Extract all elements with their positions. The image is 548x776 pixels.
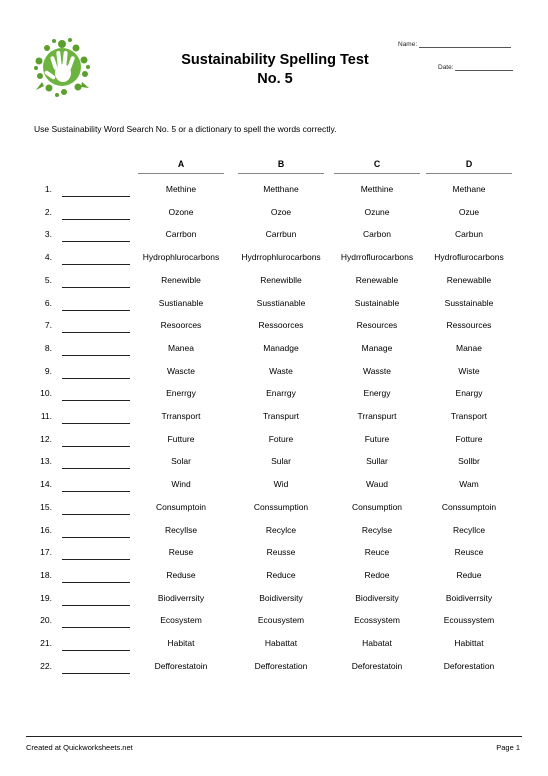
option-b: Sular [271, 456, 291, 467]
question-number: 4. [44, 252, 52, 263]
option-c: Recylse [361, 524, 393, 535]
option-b: Reusse [266, 547, 296, 558]
option-a: Biodiverrsity [157, 592, 205, 603]
option-c: Habatat [362, 638, 392, 648]
answer-blank[interactable] [62, 627, 130, 628]
option-d: Carbun [455, 229, 483, 240]
option-a: Enerrgy [166, 388, 196, 399]
question-row [0, 298, 548, 320]
option-b: Ozoe [270, 206, 292, 217]
column-header-rule [334, 173, 420, 174]
option-d: Enargy [455, 388, 483, 399]
option-a: Habitat [167, 638, 195, 648]
question-number: 3. [44, 229, 52, 240]
column-header-rule [238, 173, 324, 174]
answer-blank[interactable] [62, 310, 130, 311]
name-field[interactable] [398, 41, 511, 48]
option-a: Resoorces [160, 320, 202, 331]
option-b: Foture [268, 433, 294, 444]
question-number: 12. [40, 433, 52, 444]
question-number: 11. [40, 411, 52, 421]
question-number: 8. [44, 342, 52, 353]
page-number: Page 1 [496, 743, 520, 752]
option-b: Susstianable [256, 297, 306, 308]
column-header-rule [138, 173, 224, 174]
option-c: Ozune [364, 206, 390, 217]
question-row [0, 275, 548, 297]
option-c: Consumption [351, 501, 403, 512]
question-number: 10. [40, 388, 52, 399]
option-a: Sustianable [158, 297, 204, 308]
column-header-a: A [177, 159, 185, 169]
option-b: Habattat [264, 638, 298, 648]
option-c: Future [364, 433, 390, 444]
option-d: Hydroflurocarbons [434, 252, 504, 263]
answer-blank[interactable] [62, 378, 130, 379]
option-c: Carbon [363, 229, 391, 240]
option-b: Enarrgy [266, 388, 296, 399]
question-number: 20. [40, 615, 52, 626]
option-c: Ecossystem [354, 615, 400, 626]
question-row [0, 207, 548, 229]
answer-blank[interactable] [62, 468, 130, 469]
question-number: 7. [44, 320, 52, 331]
page-title: Sustainability Spelling Test [181, 52, 369, 68]
option-a: Trransport [161, 411, 201, 421]
option-b: Boidiversity [259, 592, 303, 603]
option-d: Renewablle [446, 274, 492, 285]
question-row [0, 547, 548, 569]
question-row [0, 593, 548, 615]
footer-credit: Created at Quickworksheets.net [26, 743, 133, 752]
answer-blank[interactable] [62, 264, 130, 265]
option-d: Ozue [458, 206, 480, 217]
date-field[interactable] [438, 64, 513, 71]
option-d: Fotture [455, 433, 483, 444]
question-row [0, 411, 548, 433]
option-b: Hydrrophlurocarbons [241, 252, 321, 263]
question-row [0, 184, 548, 206]
question-number: 18. [40, 569, 52, 580]
option-c: Wasste [362, 365, 392, 376]
date-label: Date: [438, 64, 454, 71]
question-row [0, 252, 548, 274]
option-b: Carrbun [265, 229, 297, 240]
option-b: Defforestation [254, 660, 308, 671]
answer-blank[interactable] [62, 196, 130, 197]
option-b: Transpurt [262, 411, 300, 421]
question-row [0, 343, 548, 365]
question-row [0, 434, 548, 456]
question-row [0, 570, 548, 592]
question-number: 6. [44, 297, 52, 308]
option-d: Redue [456, 569, 482, 580]
option-c: Deforestatoin [351, 660, 403, 671]
option-c: Energy [363, 388, 391, 399]
option-a: Ozone [168, 206, 194, 217]
answer-blank[interactable] [62, 605, 130, 606]
name-label: Name: [398, 41, 418, 48]
option-a: Wind [171, 479, 191, 490]
name-line[interactable] [419, 41, 511, 48]
date-line[interactable] [455, 64, 513, 71]
option-d: Deforestation [443, 660, 495, 671]
question-row [0, 661, 548, 683]
option-c: Renewable [355, 274, 399, 285]
question-number: 5. [44, 274, 52, 285]
column-header-b: B [277, 159, 285, 169]
option-b: Ecousystem [257, 615, 305, 626]
option-a: Solar [171, 456, 191, 467]
option-b: Wid [273, 479, 289, 490]
option-d: Recyllce [452, 524, 486, 535]
answer-blank[interactable] [62, 287, 130, 288]
option-d: Ressources [446, 320, 492, 331]
option-c: Hydrroflurocarbons [340, 252, 414, 263]
question-row [0, 456, 548, 478]
question-number: 22. [40, 660, 52, 671]
answer-blank[interactable] [62, 673, 130, 674]
question-row [0, 638, 548, 660]
option-a: Defforestatoin [154, 660, 208, 671]
option-a: Reduse [166, 569, 196, 580]
option-a: Renewible [161, 274, 201, 285]
question-number: 14. [40, 479, 52, 490]
option-a: Methine [165, 184, 197, 194]
option-b: Manadge [263, 342, 299, 353]
option-b: Metthane [263, 184, 299, 194]
option-d: Susstainable [444, 297, 494, 308]
option-d: Conssumptoin [441, 501, 497, 512]
option-a: Recyllse [164, 524, 198, 535]
option-c: Redoe [364, 569, 390, 580]
option-c: Reuce [364, 547, 390, 558]
option-c: Manage [361, 342, 393, 353]
question-number: 19. [40, 592, 52, 603]
answer-blank[interactable] [62, 332, 130, 333]
option-a: Wascte [166, 365, 196, 376]
option-d: Transport [450, 411, 488, 421]
question-number: 21. [40, 638, 52, 648]
column-header-rule [426, 173, 512, 174]
option-a: Ecosystem [160, 615, 202, 626]
question-row [0, 502, 548, 524]
option-b: Waste [269, 365, 293, 376]
option-a: Reuse [168, 547, 194, 558]
footer-divider [26, 736, 522, 737]
option-d: Habittat [454, 638, 484, 648]
answer-blank[interactable] [62, 400, 130, 401]
answer-blank[interactable] [62, 219, 130, 220]
option-c: Sustainable [354, 297, 400, 308]
column-header-c: C [373, 159, 381, 169]
option-c: Sullar [366, 456, 388, 467]
option-c: Metthine [360, 184, 394, 194]
page-subtitle: No. 5 [257, 71, 293, 87]
option-d: Sollbr [458, 456, 480, 467]
option-d: Ecoussystem [443, 615, 495, 626]
option-b: Reduce [266, 569, 296, 580]
option-d: Wiste [458, 365, 480, 376]
answer-blank[interactable] [62, 650, 130, 651]
option-a: Consumptoin [155, 501, 207, 512]
answer-blank[interactable] [62, 446, 130, 447]
option-c: Resources [356, 320, 398, 331]
question-number: 15. [40, 501, 52, 512]
option-d: Wam [459, 479, 479, 490]
option-c: Trranspurt [357, 411, 397, 421]
option-a: Futture [167, 433, 195, 444]
question-row [0, 479, 548, 501]
question-number: 16. [40, 524, 52, 535]
option-a: Manea [168, 342, 194, 353]
question-number: 13. [40, 456, 52, 467]
question-row [0, 229, 548, 251]
answer-blank[interactable] [62, 241, 130, 242]
option-b: Recylce [265, 524, 297, 535]
option-b: Conssumption [253, 501, 309, 512]
option-a: Carrbon [165, 229, 197, 240]
answer-blank[interactable] [62, 582, 130, 583]
option-c: Biodiversity [355, 592, 399, 603]
answer-blank[interactable] [62, 559, 130, 560]
option-d: Manae [456, 342, 482, 353]
option-b: Ressoorces [258, 320, 304, 331]
column-header-d: D [465, 159, 473, 169]
question-number: 9. [44, 365, 52, 376]
question-row [0, 366, 548, 388]
question-row [0, 388, 548, 410]
question-number: 2. [44, 206, 52, 217]
hand-print-logo-icon [32, 36, 92, 98]
question-number: 1. [44, 184, 52, 194]
question-row [0, 525, 548, 547]
answer-blank[interactable] [62, 355, 130, 356]
option-c: Waud [366, 479, 388, 490]
option-a: Hydrophlurocarbons [142, 252, 220, 263]
option-d: Methane [452, 184, 486, 194]
answer-blank[interactable] [62, 423, 130, 424]
option-d: Reusce [454, 547, 484, 558]
question-row [0, 615, 548, 637]
answer-blank[interactable] [62, 491, 130, 492]
option-b: Renewiblle [260, 274, 302, 285]
answer-blank[interactable] [62, 537, 130, 538]
option-d: Boidiverrsity [445, 592, 493, 603]
question-number: 17. [40, 547, 52, 558]
question-row [0, 320, 548, 342]
instructions: Use Sustainability Word Search No. 5 or a dictionary to spell the words correctly. [34, 124, 337, 134]
answer-blank[interactable] [62, 514, 130, 515]
